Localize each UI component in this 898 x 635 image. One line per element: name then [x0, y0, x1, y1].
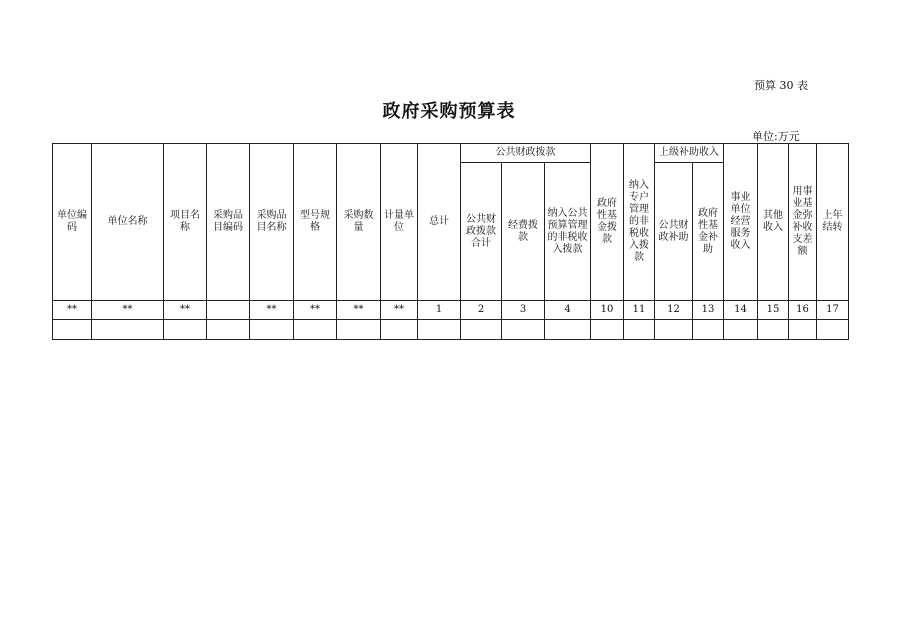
table-cell: ** [250, 301, 294, 320]
table-cell [207, 320, 250, 340]
budget-table [52, 143, 849, 340]
table-cell: 16 [789, 301, 817, 320]
header-public-finance-subsidy: 公共财政补助 [655, 163, 693, 301]
table-cell [53, 320, 92, 340]
header-gov-fund-subsidy: 政府性基金补助 [693, 163, 724, 301]
header-last-year-carryover: 上年结转 [817, 144, 849, 301]
unit-label: 单位:万元 [752, 130, 800, 143]
header-project-name: 项目名称 [164, 144, 207, 301]
table-cell: ** [53, 301, 92, 320]
header-purchase-item-name: 采购品目名称 [250, 144, 294, 301]
header-nontax-income: 纳入公共预算管理的非税收入拨款 [545, 163, 591, 301]
table-cell: 14 [724, 301, 758, 320]
table-cell: ** [92, 301, 164, 320]
table-cell: 12 [655, 301, 693, 320]
table-cell: ** [381, 301, 418, 320]
header-total: 总计 [418, 144, 461, 301]
form-number: 预算 30 表 [754, 79, 808, 92]
table-cell [758, 320, 789, 340]
table-cell: ** [294, 301, 337, 320]
table-cell [250, 320, 294, 340]
table-cell: 4 [545, 301, 591, 320]
table-cell: ** [337, 301, 381, 320]
header-gov-fund: 政府性基金拨款 [591, 144, 624, 301]
header-unit-code: 单位编码 [53, 144, 92, 301]
table-cell [294, 320, 337, 340]
table-cell [381, 320, 418, 340]
header-business-income: 事业单位经营服务收入 [724, 144, 758, 301]
table-cell [693, 320, 724, 340]
table-cell [461, 320, 502, 340]
header-upper-subsidy-group: 上级补助收入 [655, 144, 724, 163]
header-reserve-fund: 用事业基金弥补收支差额 [789, 144, 817, 301]
header-other-income: 其他收入 [758, 144, 789, 301]
table-cell [655, 320, 693, 340]
table-cell: 15 [758, 301, 789, 320]
table-row [53, 301, 849, 320]
table-cell [789, 320, 817, 340]
table-cell: 17 [817, 301, 849, 320]
header-model-spec: 型号规格 [294, 144, 337, 301]
table-cell [817, 320, 849, 340]
table-cell [545, 320, 591, 340]
page-title: 政府采购预算表 [382, 101, 516, 122]
table-cell: 13 [693, 301, 724, 320]
header-unit-name: 单位名称 [92, 144, 164, 301]
header-public-finance-total: 公共财政拨款合计 [461, 163, 502, 301]
table-cell [337, 320, 381, 340]
table-cell: 2 [461, 301, 502, 320]
header-purchase-item-code: 采购品目编码 [207, 144, 250, 301]
table-cell: 3 [502, 301, 545, 320]
table-cell [624, 320, 655, 340]
table-cell [724, 320, 758, 340]
header-operating-funds: 经费拨款 [502, 163, 545, 301]
table-cell [207, 301, 250, 320]
header-purchase-qty: 采购数量 [337, 144, 381, 301]
header-measure-unit: 计量单位 [381, 144, 418, 301]
table-cell: 1 [418, 301, 461, 320]
table-cell [92, 320, 164, 340]
table-cell [591, 320, 624, 340]
header-special-account: 纳入专户管理的非税收入拨款 [624, 144, 655, 301]
table-cell [502, 320, 545, 340]
table-cell [164, 320, 207, 340]
header-public-finance-group: 公共财政拨款 [461, 144, 591, 163]
table-cell: 10 [591, 301, 624, 320]
table-cell: 11 [624, 301, 655, 320]
table-row [53, 320, 849, 340]
table-cell [418, 320, 461, 340]
table-cell: ** [164, 301, 207, 320]
